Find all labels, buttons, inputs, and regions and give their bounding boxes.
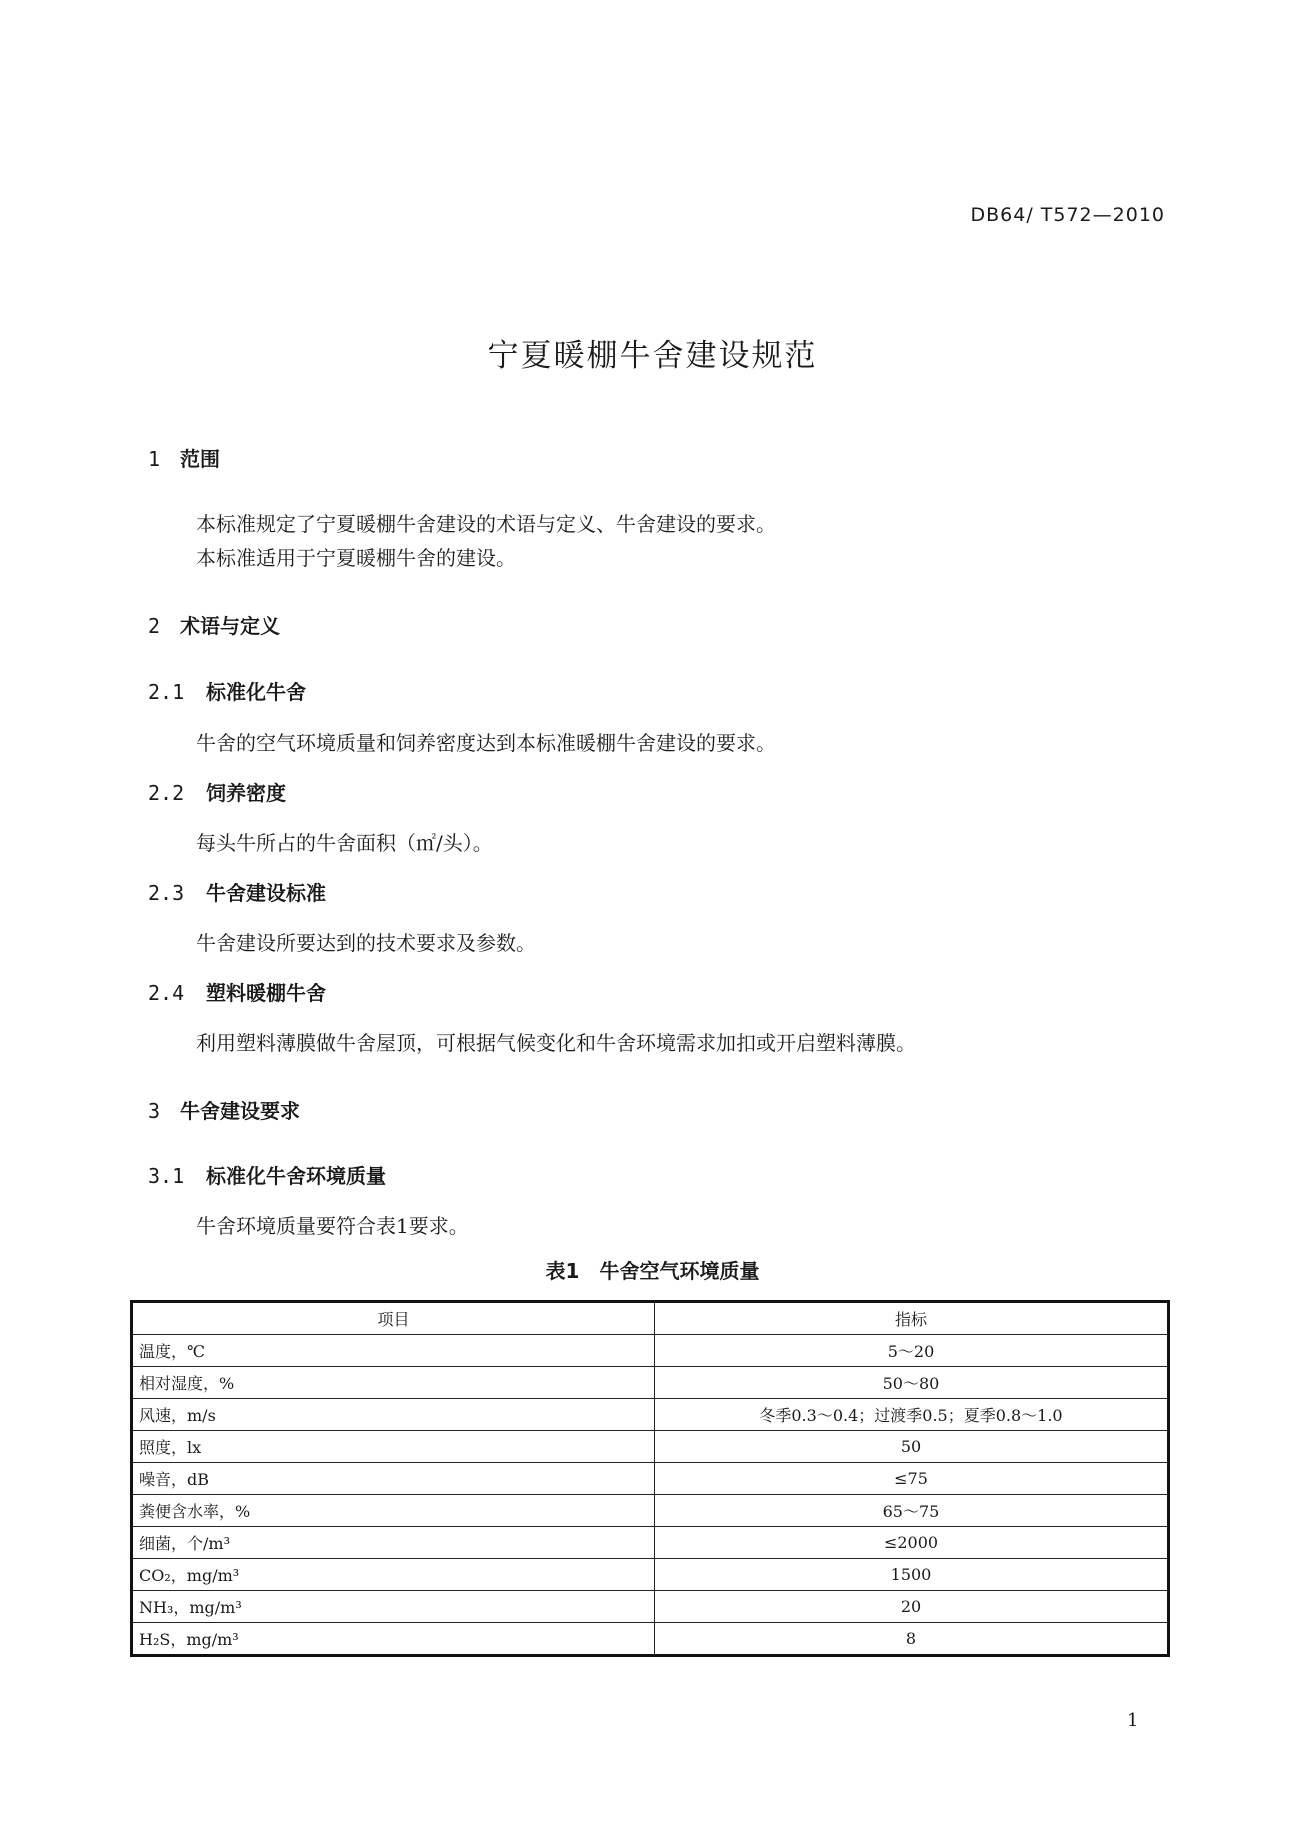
- section-number: 1: [148, 447, 161, 471]
- table-caption: 表1 牛舍空气环境质量: [545, 1259, 760, 1283]
- value-cell: 8: [655, 1623, 1169, 1656]
- subsection-title: 标准化牛舍: [206, 680, 306, 704]
- paragraph: 每头牛所占的牛舍面积（㎡/头）。: [196, 831, 493, 855]
- paragraph: 本标准规定了宁夏暖棚牛舍建设的术语与定义、牛舍建设的要求。: [196, 512, 776, 536]
- section-title: 术语与定义: [180, 614, 280, 638]
- column-header-item: 项目: [132, 1302, 655, 1335]
- section-2-heading: [148, 610, 280, 639]
- subsection-title: 牛舍建设标准: [206, 881, 326, 905]
- paragraph: 牛舍建设所要达到的技术要求及参数。: [196, 931, 536, 955]
- value-cell: 50～80: [655, 1367, 1169, 1399]
- subsection-number: 3.1: [148, 1164, 185, 1188]
- table-row: [132, 1335, 1169, 1367]
- subsection-2-4-heading: [148, 977, 326, 1006]
- item-cell: 细菌，个/m³: [132, 1527, 655, 1559]
- paragraph: 牛舍环境质量要符合表1要求。: [196, 1214, 469, 1238]
- subsection-title: 饲养密度: [206, 781, 286, 805]
- environment-quality-table: [130, 1300, 1170, 1657]
- table-row: [132, 1399, 1169, 1431]
- value-cell: 5～20: [655, 1335, 1169, 1367]
- section-number: 3: [148, 1099, 161, 1123]
- document-number: DB64/ T572—2010: [970, 204, 1165, 226]
- value-cell: ≤2000: [655, 1527, 1169, 1559]
- table-header-row: [132, 1302, 1169, 1335]
- value-cell: ≤75: [655, 1463, 1169, 1495]
- table-row: [132, 1623, 1169, 1656]
- item-cell: NH₃，mg/m³: [132, 1591, 655, 1623]
- table-row: [132, 1591, 1169, 1623]
- table-row: [132, 1527, 1169, 1559]
- section-title: 范围: [180, 447, 220, 471]
- subsection-number: 2.1: [148, 680, 185, 704]
- table-row: [132, 1431, 1169, 1463]
- subsection-title: 塑料暖棚牛舍: [206, 981, 326, 1005]
- table-row: [132, 1559, 1169, 1591]
- value-cell: 65～75: [655, 1495, 1169, 1527]
- item-cell: 相对湿度，%: [132, 1367, 655, 1399]
- item-cell: 粪便含水率，%: [132, 1495, 655, 1527]
- paragraph: 本标准适用于宁夏暖棚牛舍的建设。: [196, 546, 516, 570]
- paragraph: 利用塑料薄膜做牛舍屋顶，可根据气候变化和牛舍环境需求加扣或开启塑料薄膜。: [196, 1031, 916, 1055]
- subsection-number: 2.4: [148, 981, 185, 1005]
- item-cell: 噪音，dB: [132, 1463, 655, 1495]
- table-row: [132, 1367, 1169, 1399]
- value-cell: 20: [655, 1591, 1169, 1623]
- subsection-2-2-heading: [148, 777, 286, 806]
- value-cell: 50: [655, 1431, 1169, 1463]
- table-row: [132, 1463, 1169, 1495]
- section-number: 2: [148, 614, 161, 638]
- paragraph: 牛舍的空气环境质量和饲养密度达到本标准暖棚牛舍建设的要求。: [196, 731, 776, 755]
- section-3-heading: [148, 1095, 300, 1124]
- table-row: [132, 1495, 1169, 1527]
- subsection-2-3-heading: [148, 877, 326, 906]
- value-cell: 冬季0.3～0.4；过渡季0.5；夏季0.8～1.0: [655, 1399, 1169, 1431]
- section-title: 牛舍建设要求: [180, 1099, 300, 1123]
- column-header-value: 指标: [655, 1302, 1169, 1335]
- item-cell: H₂S，mg/m³: [132, 1623, 655, 1656]
- item-cell: CO₂，mg/m³: [132, 1559, 655, 1591]
- subsection-number: 2.3: [148, 881, 185, 905]
- section-1-heading: [148, 443, 220, 472]
- item-cell: 风速，m/s: [132, 1399, 655, 1431]
- subsection-number: 2.2: [148, 781, 185, 805]
- subsection-title: 标准化牛舍环境质量: [206, 1164, 386, 1188]
- page-number: 1: [1127, 1710, 1139, 1731]
- item-cell: 照度，lx: [132, 1431, 655, 1463]
- document-title: 宁夏暖棚牛舍建设规范: [487, 338, 818, 374]
- item-cell: 温度，℃: [132, 1335, 655, 1367]
- subsection-3-1-heading: [148, 1160, 386, 1189]
- subsection-2-1-heading: [148, 676, 306, 705]
- value-cell: 1500: [655, 1559, 1169, 1591]
